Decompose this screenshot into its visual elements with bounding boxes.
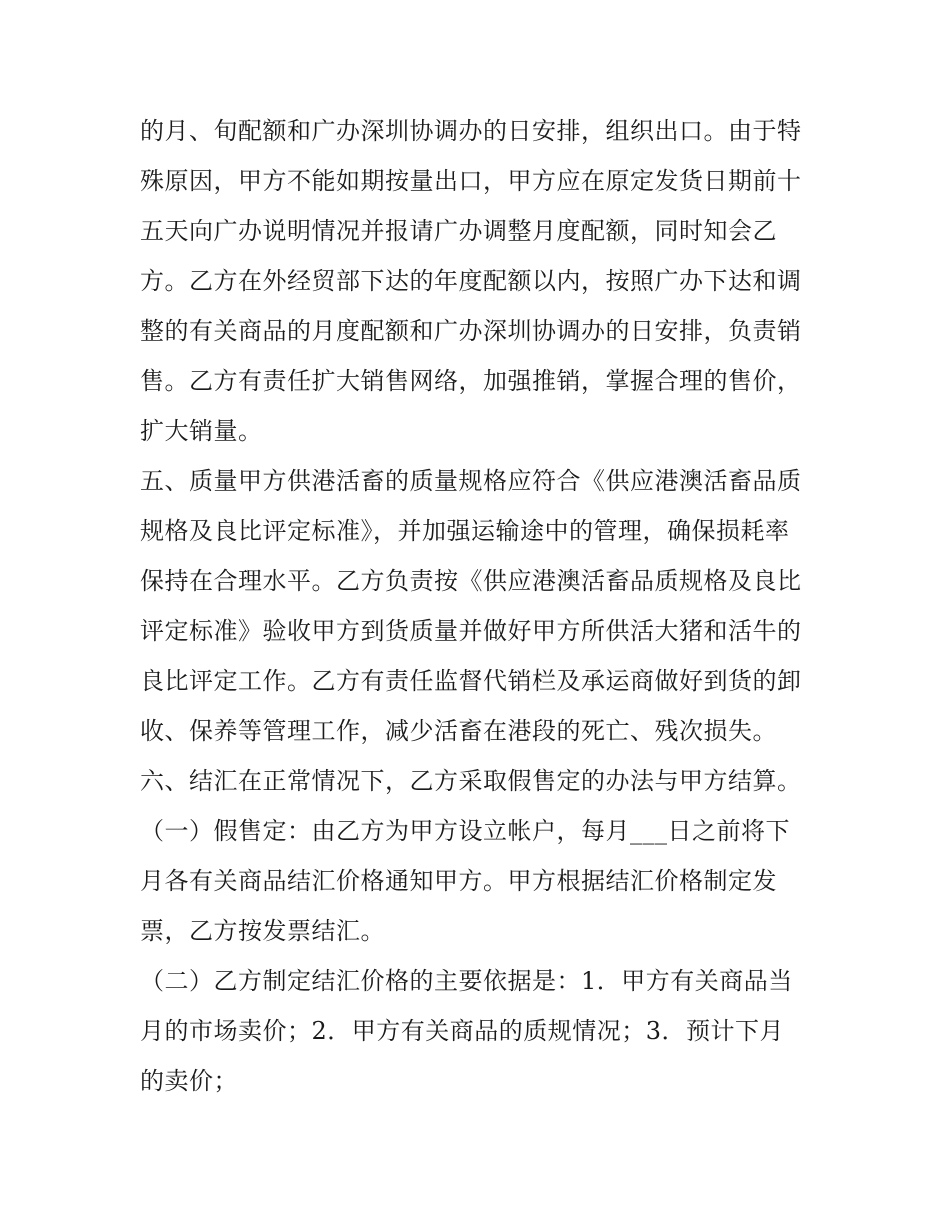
- text-line: 方。乙方在外经贸部下达的年度配额以内，按照广办下达和调: [140, 267, 802, 295]
- text-line: 的月、旬配额和广办深圳协调办的日安排，组织出口。由于特: [140, 117, 802, 145]
- text-line: 月的市场卖价；2．甲方有关商品的质规情况；3．预计下月: [140, 1017, 785, 1045]
- text-line: 售。乙方有责任扩大销售网络，加强推销，掌握合理的售价，: [140, 367, 802, 395]
- text-line: 的卖价；: [140, 1067, 238, 1095]
- text-line: 票，乙方按发票结汇。: [140, 917, 385, 945]
- section-heading-line: 五、质量甲方供港活畜的质量规格应符合《供应港澳活畜品质: [140, 467, 802, 495]
- text-line: 评定标准》验收甲方到货质量并做好甲方所供活大猪和活牛的: [140, 617, 802, 645]
- text-line: 收、保养等管理工作，减少活畜在港段的死亡、残次损失。: [140, 717, 777, 745]
- text-line: 月各有关商品结汇价格通知甲方。甲方根据结汇价格制定发: [140, 867, 777, 895]
- text-line: 保持在合理水平。乙方负责按《供应港澳活畜品质规格及良比: [140, 567, 802, 595]
- text-line: 规格及良比评定标准》，并加强运输途中的管理，确保损耗率: [140, 517, 790, 545]
- document-body: [140, 106, 820, 1106]
- text-line: 良比评定工作。乙方有责任监督代销栏及承运商做好到货的卸: [140, 667, 802, 695]
- subsection-line: （一）假售定：由乙方为甲方设立帐户，每月___日之前将下: [140, 817, 790, 845]
- text-line: 五天向广办说明情况并报请广办调整月度配额，同时知会乙: [140, 217, 777, 245]
- section-heading-line: 六、结汇在正常情况下，乙方采取假售定的办法与甲方结算。: [140, 767, 802, 795]
- text-line: 殊原因，甲方不能如期按量出口，甲方应在原定发货日期前十: [140, 167, 802, 195]
- text-line: 扩大销量。: [140, 417, 263, 445]
- text-line: 整的有关商品的月度配额和广办深圳协调办的日安排，负责销: [140, 317, 802, 345]
- subsection-line: （二）乙方制定结汇价格的主要依据是：1．甲方有关商品当: [140, 967, 793, 995]
